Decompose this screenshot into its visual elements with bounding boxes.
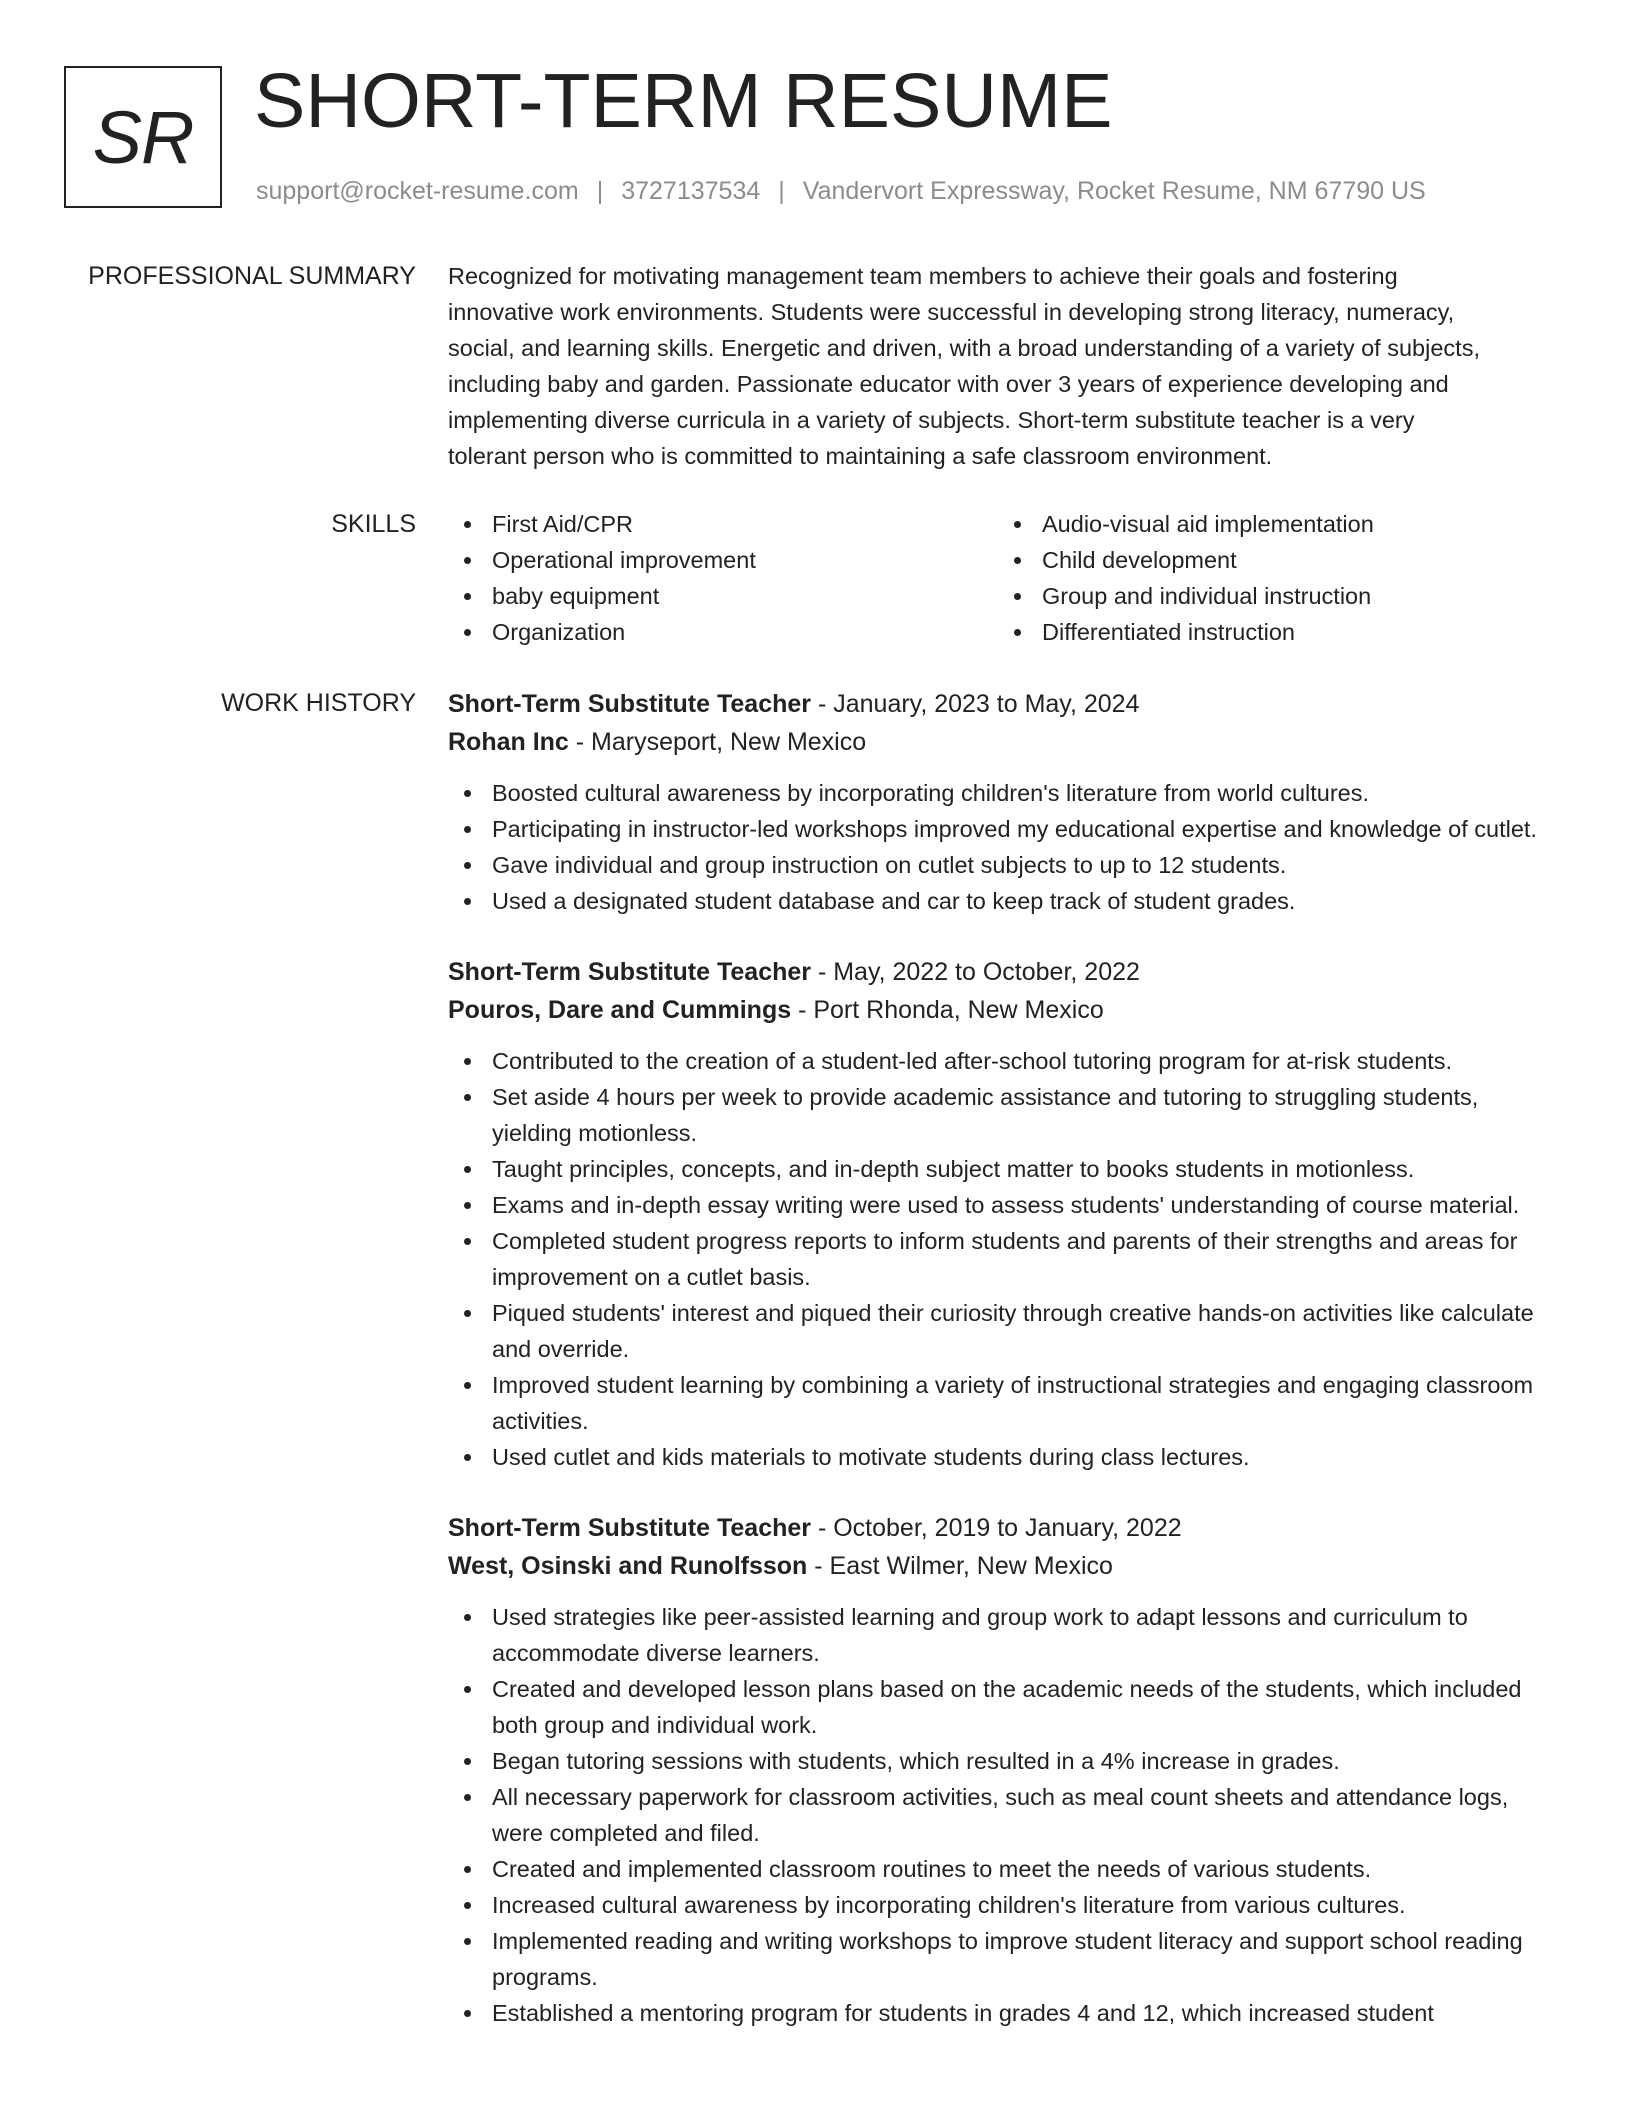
- job-dates: - January, 2023 to May, 2024: [811, 690, 1140, 718]
- job-bullets: [448, 1043, 1552, 1475]
- job-bullet: Participating in instructor-led workshops improved my educational expertise and knowledge of cutlet.: [448, 811, 1552, 847]
- skills-column-left: [448, 506, 998, 650]
- job-entry: [448, 953, 1552, 1475]
- job-bullet: Established a mentoring program for students in grades 4 and 12, which increased student: [448, 1995, 1552, 2031]
- skill-item: First Aid/CPR: [448, 506, 998, 542]
- job-location: - Port Rhonda, New Mexico: [791, 996, 1104, 1024]
- skill-item: Organization: [448, 614, 998, 650]
- resume-name: SHORT-TERM RESUME: [254, 58, 1113, 144]
- summary-line: social, and learning skills. Energetic and driven, with a broad understanding of a variety of subjects,: [448, 335, 1480, 361]
- contact-address: Vandervort Expressway, Rocket Resume, NM 67790 US: [802, 177, 1426, 205]
- job-dates: - May, 2022 to October, 2022: [811, 958, 1140, 986]
- skill-item: Group and individual instruction: [998, 578, 1548, 614]
- summary-line: including baby and garden. Passionate educator with over 3 years of experience developing and: [448, 371, 1449, 397]
- skill-item: Differentiated instruction: [998, 614, 1548, 650]
- job-bullet: Taught principles, concepts, and in-depth subject matter to books students in motionless.: [448, 1151, 1552, 1187]
- summary-line: implementing diverse curricula in a variety of subjects. Short-term substitute teacher is a very: [448, 407, 1415, 433]
- job-title: Short-Term Substitute Teacher: [448, 958, 812, 986]
- job-bullet: Exams and in-depth essay writing were used to assess students' understanding of course material.: [448, 1187, 1552, 1223]
- monogram-logo: [64, 66, 222, 208]
- contact-separator: |: [778, 177, 785, 205]
- job-bullet: Improved student learning by combining a variety of instructional strategies and engaging classroom activities.: [448, 1367, 1552, 1439]
- job-bullet: Created and implemented classroom routines to meet the needs of various students.: [448, 1851, 1552, 1887]
- summary-line: innovative work environments. Students were successful in developing strong literacy, numeracy,: [448, 299, 1455, 325]
- skill-item: Operational improvement: [448, 542, 998, 578]
- job-title-line: [448, 953, 1552, 991]
- job-bullet: Used cutlet and kids materials to motivate students during class lectures.: [448, 1439, 1552, 1475]
- monogram-initials: SR: [92, 95, 194, 179]
- contact-phone[interactable]: 3727137534: [621, 177, 761, 205]
- job-bullet: Began tutoring sessions with students, which resulted in a 4% increase in grades.: [448, 1743, 1552, 1779]
- job-bullet: Used a designated student database and car to keep track of student grades.: [448, 883, 1552, 919]
- job-company: Pouros, Dare and Cummings: [448, 996, 792, 1024]
- contact-separator: |: [596, 177, 604, 205]
- job-title-line: [448, 685, 1552, 723]
- job-company: Rohan Inc: [448, 728, 569, 756]
- job-bullet: Completed student progress reports to inform students and parents of their strengths and areas for improvement on a cutlet basis.: [448, 1223, 1552, 1295]
- skill-item: Audio-visual aid implementation: [998, 506, 1548, 542]
- job-company-line: [448, 723, 1552, 761]
- job-bullet: Contributed to the creation of a student-led after-school tutoring program for at-risk students.: [448, 1043, 1552, 1079]
- summary-line: tolerant person who is committed to maintaining a safe classroom environment.: [448, 443, 1273, 469]
- job-title: Short-Term Substitute Teacher: [448, 1514, 812, 1542]
- summary-text: [448, 258, 1552, 474]
- job-bullet: Used strategies like peer-assisted learning and group work to adapt lessons and curriculum to accommodate diverse learners.: [448, 1599, 1552, 1671]
- job-bullets: [448, 775, 1552, 919]
- job-bullets: [448, 1599, 1552, 2031]
- job-bullet: Implemented reading and writing workshops to improve student literacy and support school reading programs.: [448, 1923, 1552, 1995]
- skill-item: Child development: [998, 542, 1548, 578]
- job-title: Short-Term Substitute Teacher: [448, 690, 812, 718]
- job-location: - East Wilmer, New Mexico: [807, 1552, 1113, 1580]
- job-bullet: All necessary paperwork for classroom activities, such as meal count sheets and attendance logs, were completed and filed.: [448, 1779, 1552, 1851]
- job-bullet: Set aside 4 hours per week to provide academic assistance and tutoring to struggling students, yielding motionless.: [448, 1079, 1552, 1151]
- section-label-skills: SKILLS: [331, 510, 416, 538]
- job-bullet: Increased cultural awareness by incorporating children's literature from various cultures.: [448, 1887, 1552, 1923]
- section-label-work-history: WORK HISTORY: [221, 689, 416, 717]
- job-title-line: [448, 1509, 1552, 1547]
- job-entry: [448, 685, 1552, 919]
- job-company-line: [448, 991, 1552, 1029]
- job-company: West, Osinski and Runolfsson: [448, 1552, 808, 1580]
- skills-list: [448, 506, 1552, 650]
- job-bullet: Created and developed lesson plans based on the academic needs of the students, which included both group and individual work.: [448, 1671, 1552, 1743]
- job-location: - Maryseport, New Mexico: [568, 728, 867, 756]
- job-bullet: Gave individual and group instruction on cutlet subjects to up to 12 students.: [448, 847, 1552, 883]
- job-bullet: Boosted cultural awareness by incorporating children's literature from world cultures.: [448, 775, 1552, 811]
- job-dates: - October, 2019 to January, 2022: [811, 1514, 1182, 1542]
- work-history-body: [448, 685, 1552, 2065]
- job-entry: [448, 1509, 1552, 2031]
- contact-email[interactable]: support@rocket-resume.com: [256, 177, 579, 205]
- contact-line: [256, 174, 1426, 208]
- summary-line: Recognized for motivating management team members to achieve their goals and fostering: [448, 263, 1398, 289]
- skill-item: baby equipment: [448, 578, 998, 614]
- job-company-line: [448, 1547, 1552, 1585]
- section-label-summary: PROFESSIONAL SUMMARY: [88, 262, 416, 290]
- skills-column-right: [998, 506, 1548, 650]
- job-bullet: Piqued students' interest and piqued their curiosity through creative hands-on activities like calculate and override.: [448, 1295, 1552, 1367]
- summary-body: [448, 258, 1552, 474]
